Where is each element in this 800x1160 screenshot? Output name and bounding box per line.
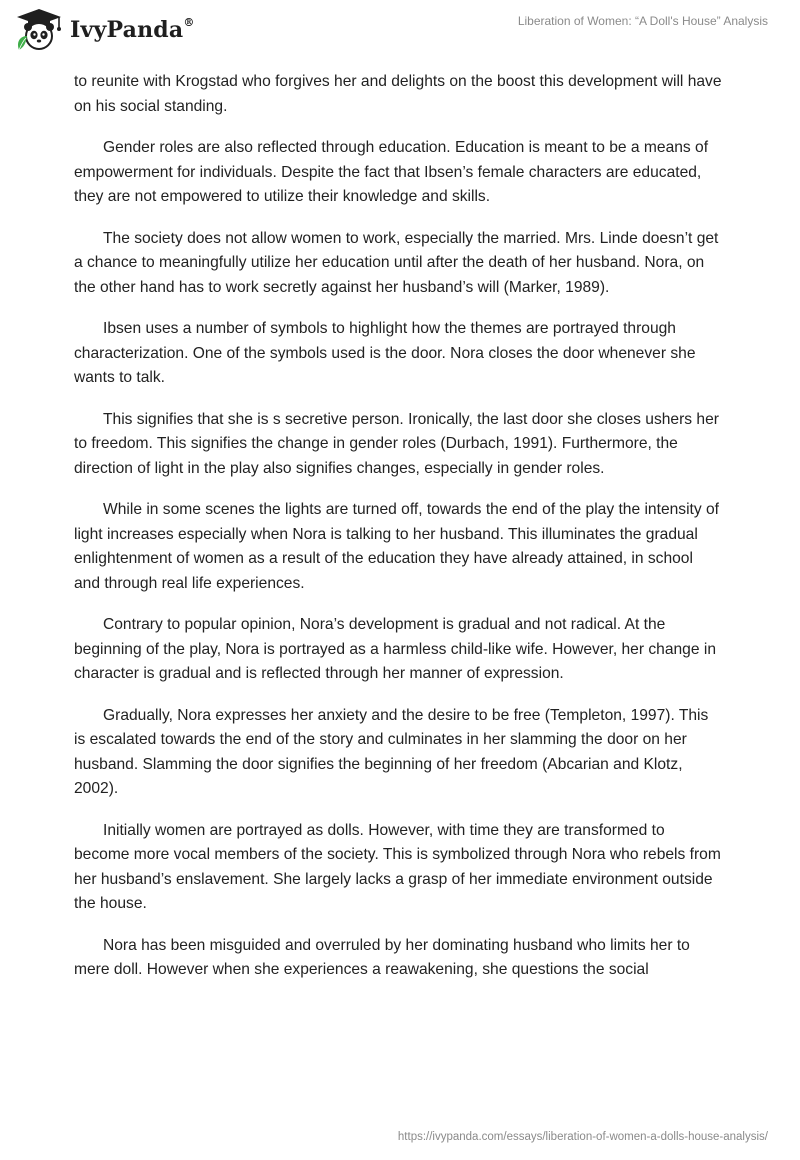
registered-mark: ® [183,15,195,29]
paragraph: Gender roles are also reflected through education. Education is meant to be a means of empowerment for individuals. Despite the fact that Ibsen’s female characters are educated, they are not empowered to utilize their knowledge and skills. [74,139,709,205]
page-header [0,0,800,70]
paragraph: While in some scenes the lights are turned off, towards the end of the play the intensity of light increases especially when Nora is talking to her husband. This illuminates the gradual enlightenment of women as a result of the education they have already attained, in school and through real life experiences. [74,501,720,592]
paragraph: Ibsen uses a number of symbols to highlight how the themes are portrayed through characterization. One of the symbols used is the door. Nora closes the door whenever she wants to talk. [74,320,696,386]
panda-graduation-cap-icon [14,6,64,52]
paragraph: This signifies that she is s secretive person. Ironically, the last door she closes ushers her to freedom. This signifies the change in gender roles (Durbach, 1991). Furthermore, the direction of light in the play also signifies changes, especially in gender roles. [74,410,719,477]
paragraph: Contrary to popular opinion, Nora’s development is gradual and not radical. At the beginning of the play, Nora is portrayed as a harmless child-like wife. However, her change in character is gradual and is reflected through her manner of expression. [74,616,716,682]
ivypanda-logo[interactable] [14,6,195,52]
source-url[interactable]: https://ivypanda.com/essays/liberation-of-women-a-dolls-house-analysis/ [397,1131,768,1143]
paragraph: Nora has been misguided and overruled by her dominating husband who limits her to mere doll. However when she experiences a reawakening, she questions the social [74,936,690,978]
paragraph: The society does not allow women to work, especially the married. Mrs. Linde doesn’t get a chance to meaningfully utilize her education until after the death of her husband. Nora, on the other hand has to work secretly against her husband’s will (Marker, 1989). [74,229,719,296]
brand-name: IvyPanda® [70,15,195,43]
paragraph: Gradually, Nora expresses her anxiety and the desire to be free (Templeton, 1997). This is escalated towards the end of the story and culminates in her slamming the door on her husband. Slamming the door signifies the beginning of her freedom (Abcarian and Klotz, 2002). [74,706,709,797]
essay-body [74,70,722,1000]
paragraph: to reunite with Krogstad who forgives her and delights on the boost this development will have on his social standing. [74,73,722,115]
document-title: Liberation of Women: “A Doll's House” Analysis [517,14,768,28]
paragraph: Initially women are portrayed as dolls. However, with time they are transformed to become more vocal members of the society. This is symbolized through Nora who rebels from her husband’s enslavement. She largely lacks a grasp of her immediate environment outside the house. [74,821,721,912]
